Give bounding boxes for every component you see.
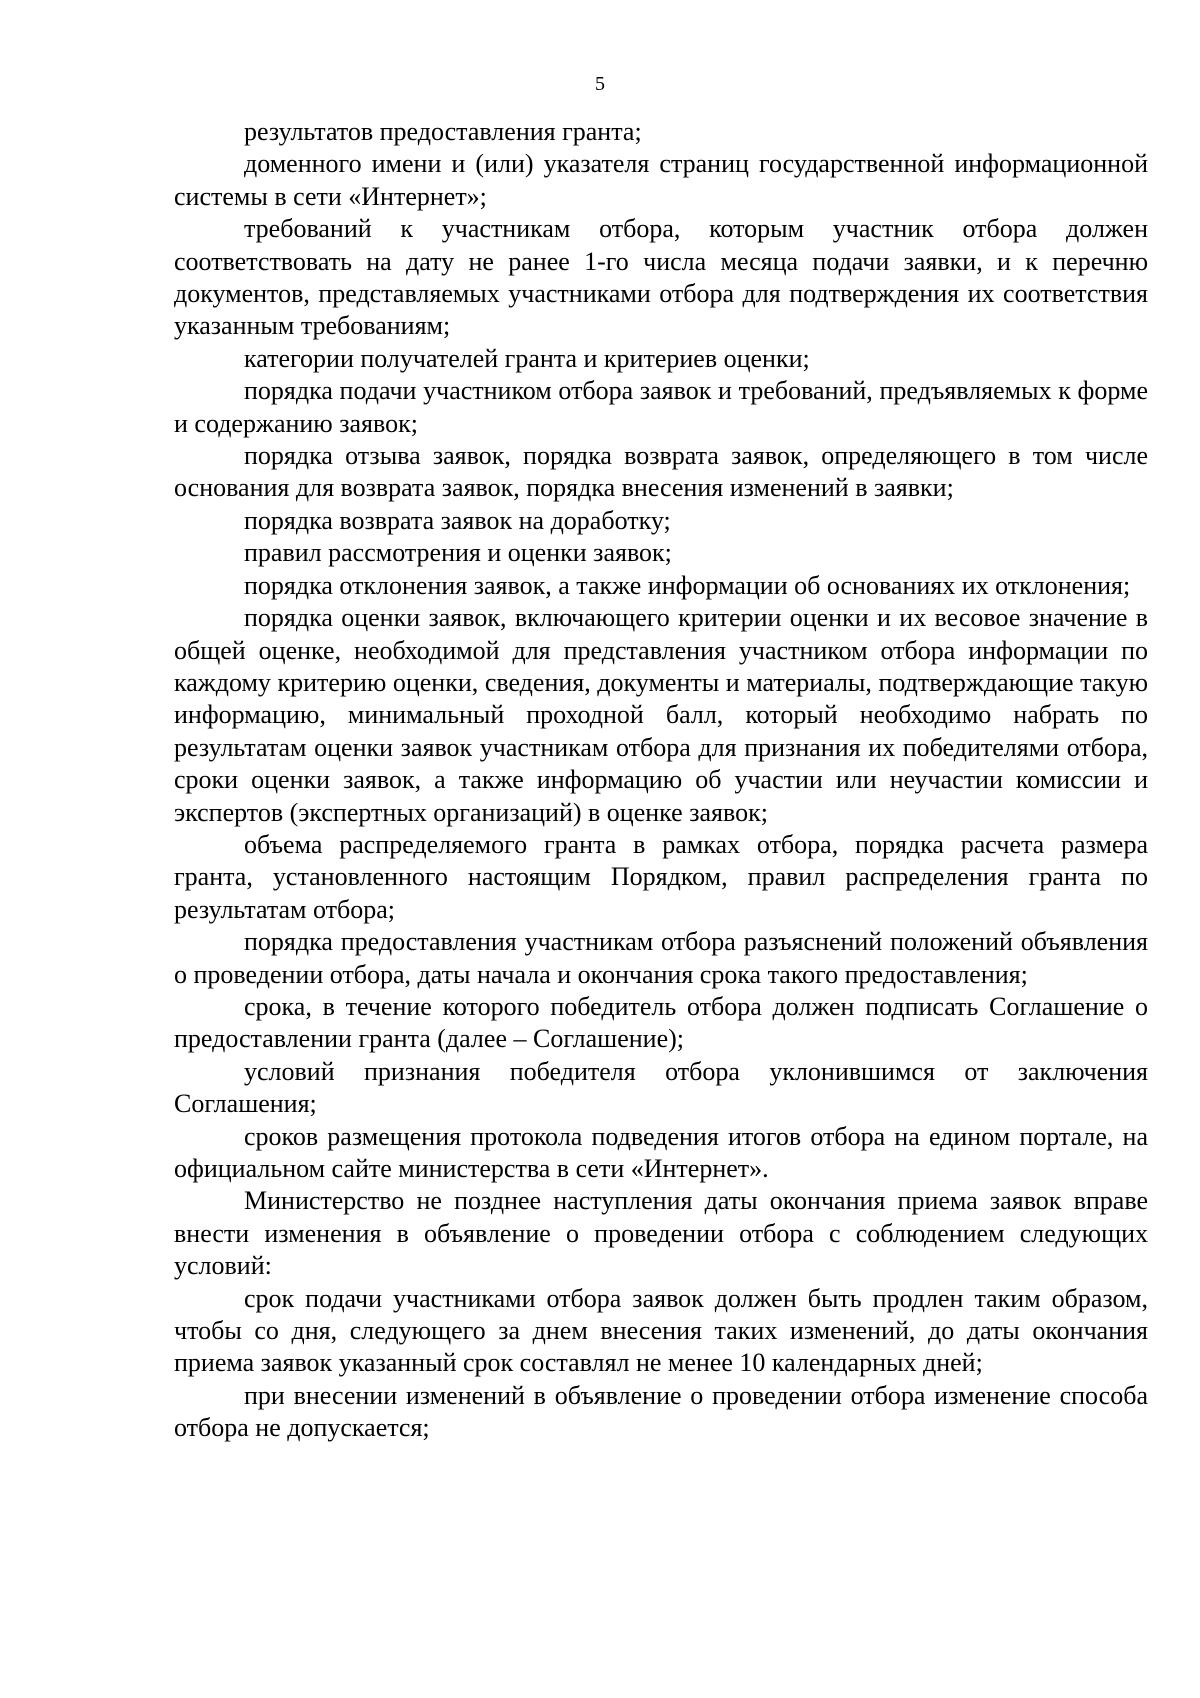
paragraph: при внесении изменений в объявление о проведении отбора изменение способа отбора не допускается; (174, 1380, 1148, 1443)
page-number: 5 (595, 73, 605, 95)
paragraph: порядка возврата заявок на доработку; (244, 505, 671, 535)
paragraph: порядка отклонения заявок, а также информации об основаниях их отклонения; (244, 570, 1131, 600)
paragraph: порядка отзыва заявок, порядка возврата заявок, определяющего в том числе основания для возврата заявок, порядка внесения изменений в заявки; (174, 441, 1148, 503)
paragraph: категории получателей гранта и критериев оценки; (244, 343, 810, 373)
paragraph: порядка предоставления участникам отбора разъяснений положений объявления о проведении отбора, даты начала и окончания срока такого предоставления; (174, 927, 1148, 989)
paragraph: правил рассмотрения и оценки заявок; (244, 538, 672, 568)
paragraph: сроков размещения протокола подведения итогов отбора на едином портале, на официальном сайте министерства в сети «Интернет». (174, 1121, 1148, 1183)
paragraph: порядка оценки заявок, включающего критерии оценки и их весовое значение в общей оценке, необходимой для представления участником отбора информации по каждому критерию оценки, сведения, документы и материалы, подтверждающие такую информацию, минимальный проходной балл, который необходимо набрать по результатам оценки заявок участникам отбора для признания их победителями отбора, сроки оценки заявок, а также информацию об участии или неучастии комиссии и экспертов (экспертных организаций) в оценке заявок; (174, 603, 1148, 827)
paragraph: условий признания победителя отбора уклонившимся от заключения Соглашения; (174, 1056, 1148, 1119)
paragraph: Министерство не позднее наступления даты окончания приема заявок вправе внести изменения в объявление о проведении отбора с соблюдением следующих условий: (174, 1186, 1148, 1281)
paragraph: результатов предоставления гранта; (244, 117, 642, 146)
paragraph: порядка подачи участником отбора заявок и требований, предъявляемых к форме и содержанию заявок; (174, 376, 1148, 438)
paragraph: срока, в течение которого победитель отбора должен подписать Соглашение о предоставлении гранта (далее – Соглашение); (174, 991, 1148, 1054)
paragraph: объема распределяемого гранта в рамках отбора, порядка расчета размера гранта, установленного настоящим Порядком, правил распределения гранта по результатам отбора; (174, 829, 1148, 924)
paragraph: срок подачи участниками отбора заявок должен быть продлен таким образом, чтобы со дня, следующего за днем внесения таких изменений, до даты окончания приема заявок указанный срок составлял не менее 10 календарных дней; (174, 1283, 1148, 1378)
paragraph: доменного имени и (или) указателя страниц государственной информационной системы в сети «Интернет»; (174, 149, 1148, 211)
document-body (174, 116, 1148, 1445)
paragraph: требований к участникам отбора, которым участник отбора должен соответствовать на дату не ранее 1-го числа месяца подачи заявки, и к перечню документов, представляемых участниками отбора для подтверждения их соответствия указанным требованиям; (174, 214, 1148, 341)
